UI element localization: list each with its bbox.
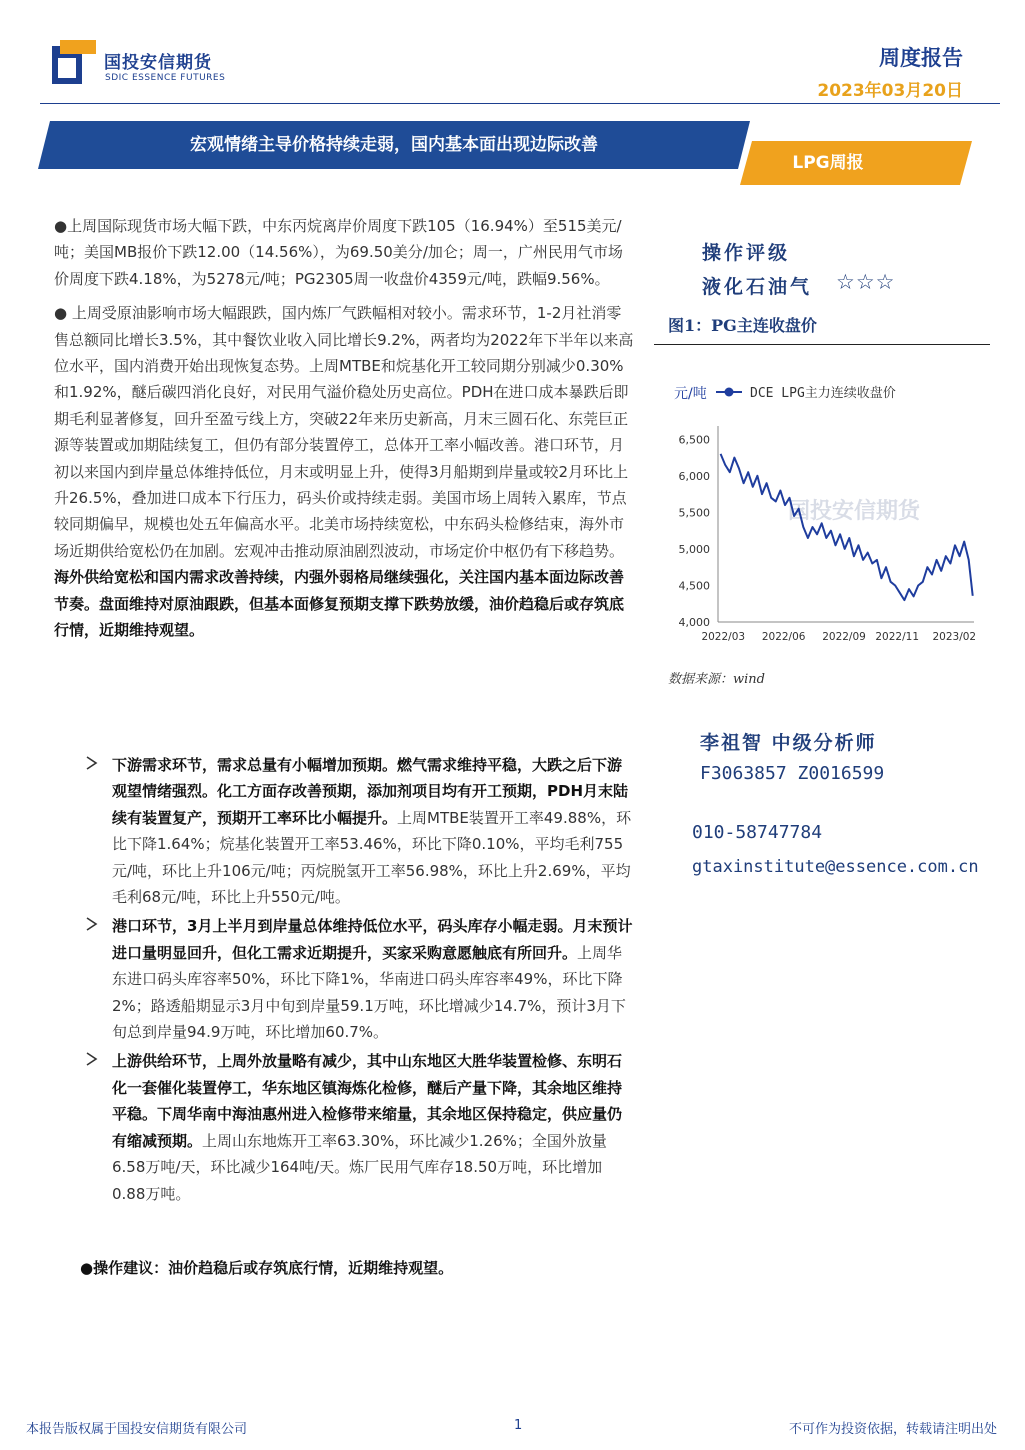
bullet-2-bold: 港口环节，3月上半月到岸量总体维持低位水平，码头库存小幅走弱。月末预计进口量明显回升，但化工需求近期提升，买家采购意愿触底有所回升。 [112, 917, 633, 962]
arrow-bullet-icon [86, 752, 100, 778]
logo-icon [52, 40, 96, 84]
y-tick-label: 5,000 [678, 542, 710, 556]
legend-marker [725, 388, 734, 397]
x-tick-label: 2022/03 [701, 631, 746, 643]
arrow-bullet-icon [86, 913, 100, 939]
y-tick-label: 6,000 [678, 469, 710, 483]
rating-stars: ☆☆☆ [836, 270, 896, 294]
bullet-1-bold: 下游需求环节，需求总量有小幅增加预期。燃气需求维持平稳，大跌之后下游观望情绪强烈。化工方面存改善预期，添加剂项目均有开工预期，PDH月末陆续有装置复产，预期开工率环比小幅提升。 [112, 756, 629, 827]
bullet-1-text: 上周MTBE装置开工率49.88%，环比下降1.64%；烷基化装置开工率53.46%，环比下降0.10%，平均毛利755元/吨，环比上升106元/吨；丙烷脱氢开工率56.98%，环比上升2.69%，平均毛利68元/吨，环比上升550元/吨。 [112, 808, 632, 907]
arrow-bullet-icon [86, 1048, 100, 1074]
x-tick-label: 2022/11 [875, 631, 920, 643]
contact-email[interactable]: gtaxinstitute@essence.com.cn [692, 857, 979, 877]
page-number: 1 [514, 1418, 523, 1433]
figure-title: 图1：PG主连收盘价 [668, 316, 817, 335]
x-tick-label: 2022/06 [761, 631, 806, 643]
data-source: 数据来源：wind [668, 672, 765, 687]
analyst-certificates: F3063857 Z0016599 [700, 763, 885, 784]
rating-title: 操作评级 [702, 242, 791, 264]
y-tick-label: 4,000 [678, 616, 710, 629]
bullet-3-bold: 上游供给环节，上周外放量略有减少，其中山东地区大胜华装置检修、东明石化一套催化装置停工，华东地区镇海炼化检修，醚后产量下降，其余地区维持平稳。下周华南中海油惠州进入检修带来缩量，其余地区保持稳定，供应量仍有缩减预期。 [112, 1052, 623, 1150]
footer-copyright: 本报告版权属于国投安信期货有限公司 [26, 1422, 248, 1437]
report-type: 周度报告 [879, 46, 963, 70]
list-item [86, 913, 634, 1045]
operation-advice: ●操作建议：油价趋稳后或存筑底行情，近期维持观望。 [80, 1259, 454, 1277]
company-name-en: SDIC ESSENCE FUTURES [105, 73, 226, 83]
list-item [86, 1048, 634, 1206]
x-tick-label: 2022/09 [822, 631, 866, 643]
bullet-list [86, 752, 634, 1210]
analyst-name: 李祖智 中级分析师 [700, 732, 877, 754]
summary-section [54, 213, 634, 652]
report-date: 2023年03月20日 [817, 81, 963, 101]
summary-paragraph-2 [54, 300, 634, 643]
footer-disclaimer: 不可作为投资依据，转载请注明出处 [788, 1422, 997, 1437]
y-tick-label: 4,500 [678, 579, 710, 593]
x-tick-label: 2023/02 [932, 631, 977, 643]
y-tick-label: 5,500 [678, 506, 710, 520]
contact-phone[interactable]: 010-58747784 [692, 822, 823, 843]
bullet-2-text: 上周华东进口码头库容率50%，环比下降1%，华南进口码头库容率49%，环比下降2%；路透船期显示3月中旬到岸量59.1万吨，环比增减少14.7%，预计3月下旬总到岸量94.9万吨，环比增加60.7%。 [112, 943, 626, 1042]
y-axis-label: 元/吨 [674, 386, 707, 402]
price-chart [654, 372, 990, 650]
summary-paragraph-1: ●上周国际现货市场大幅下跌，中东丙烷离岸价周度下跌105（16.94%）至515美元/吨；美国MB报价下跌12.00（14.56%），为69.50美分/加仑；周一，广州民用气市场价周度下跌4.18%，为5278元/吨；PG2305周一收盘价4359元/吨，跌幅9.56%。 [54, 217, 623, 288]
chart-watermark: 国投安信期货 [787, 499, 921, 524]
legend-label: DCE LPG主力连续收盘价 [750, 386, 896, 401]
rating-item: 液化石油气 [702, 276, 813, 298]
series-line [721, 454, 973, 600]
y-tick-label: 6,500 [678, 433, 710, 447]
header-divider [40, 103, 1000, 104]
list-item [86, 752, 634, 910]
company-name-cn: 国投安信期货 [104, 53, 212, 73]
report-tag: LPG周报 [792, 153, 864, 173]
bullet-3-text: 上周山东地炼开工率63.30%，环比减少1.26%；全国外放量6.58万吨/天，环比减少164吨/天。炼厂民用气库存18.50万吨，环比增加0.88万吨。 [112, 1131, 607, 1203]
summary-conclusion: 海外供给宽松和国内需求改善持续，内强外弱格局继续强化，关注国内基本面边际改善节奏。盘面维持对原油跟跌，但基本面修复预期支撑下跌势放缓，油价趋稳后或存筑底行情，近期维持观望。 [54, 568, 625, 640]
figure-divider [654, 344, 990, 345]
page-title: 宏观情绪主导价格持续走弱，国内基本面出现边际改善 [190, 135, 598, 155]
summary-paragraph-2-text: ● 上周受原油影响市场大幅跟跌，国内炼厂气跌幅相对较小。需求环节，1-2月社消零售总额同比增长3.5%，其中餐饮业收入同比增长9.2%，两者均为2022年下半年以来高位水平，国内消费开始出现恢复态势。上周MTBE和烷基化开工较同期分别减少0.30%和1.92%，醚后碳四消化良好，对民用气溢价稳处历史高位。PDH在进口成本暴跌后即期毛利显著修复，回升至盈亏线上方，突破22年来历史新高，月末三圆石化、东莞巨正源等装置或加期陆续复工，但仍有部分装置停工，总体开工率小幅改善。港口环节，月初以来国内到岸量总体维持低位，月末或明显上升，使得3月船期到岸量或较2月环比上升26.5%，叠加进口成本下行压力，码头价或持续走弱。美国市场上周转入累库，节点较同期偏早，规模也处五年偏高水平。北美市场持续宽松，中东码头检修结束，海外市场近期供给宽松仍在加剧。宏观冲击推动原油剧烈波动，市场定价中枢仍有下移趋势。 [54, 304, 634, 560]
